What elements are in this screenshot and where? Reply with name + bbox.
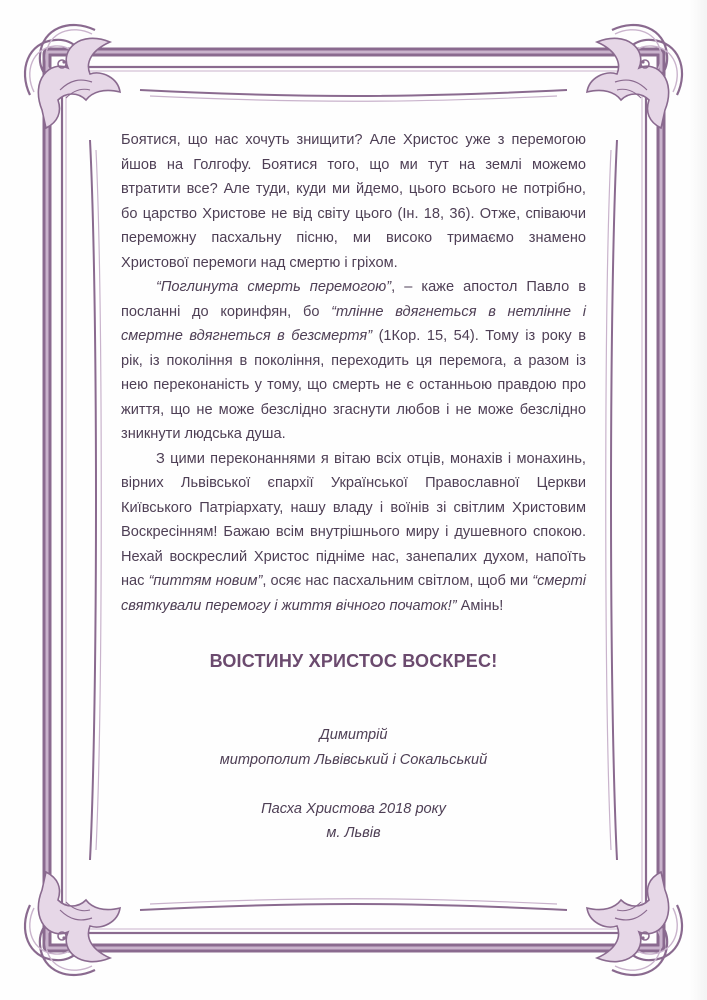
body-paragraph xyxy=(121,447,586,619)
paragraph-text: Амінь! xyxy=(456,597,504,614)
paragraph-text: (1Кор. 15, 54). Тому із року в рік, із покоління в покоління, переходить ця перемога, а разом із нею переконаність у тому, що смерть не є останньою правдою про життя, що не може безслідно згаснути любов і не може безслідно зникнути людська душа. xyxy=(121,328,586,442)
paragraph-text: , осяє нас пасхальним світлом, щоб ми xyxy=(262,573,533,589)
body-paragraph xyxy=(121,275,586,447)
easter-headline: ВОІСТИНУ ХРИСТОС ВОСКРЕС! xyxy=(209,651,498,671)
body-paragraph xyxy=(121,128,586,275)
quote-text: “тлінне вдягнеться в нетлінне і смертне вдягнеться в безсмертя” xyxy=(121,303,586,344)
quote-text: “Поглинута смерть перемогою” xyxy=(156,279,392,295)
letter-body xyxy=(121,128,586,618)
paragraph-text: Боятися, що нас хочуть знищити? Але Христос уже з перемогою йшов на Голгофу. Боятися того, що ми тут на землі можемо втратити все? Але туди, куди ми йдемо, цього всього не потрібно, бо царство Христове не від світу цього (Ін. 18, 36). Отже, співаючи переможну пасхальну пісню, ми високо тримаємо знамено Христової перемоги над смертю і гріхом. xyxy=(121,132,586,271)
signature-place: м. Львів xyxy=(326,825,381,841)
signature-title: митрополит Львівський і Сокальський xyxy=(219,752,488,768)
quote-text: “питтям новим” xyxy=(148,573,263,589)
signature-name: Димитрій xyxy=(319,727,388,743)
signature-date: Пасха Христова 2018 року xyxy=(261,801,446,817)
quote-text: “смерті святкували перемогу і життя вічного початок!” xyxy=(121,573,586,614)
paragraph-text: , – каже апостол Павло в посланні до коринфян, бо xyxy=(121,279,586,320)
paragraph-text: З цими переконаннями я вітаю всіх отців, монахів і монахинь, вірних Львівської єпархії Української Православної Церкви Київського Патріархату, нашу владу і воїнів зі світлим Христовим Воскресінням! Бажаю всім внутрішнього миру і душевного спокою. Нехай воскреслий Христос підніме нас, занепалих духом, напоїть нас xyxy=(121,450,586,589)
